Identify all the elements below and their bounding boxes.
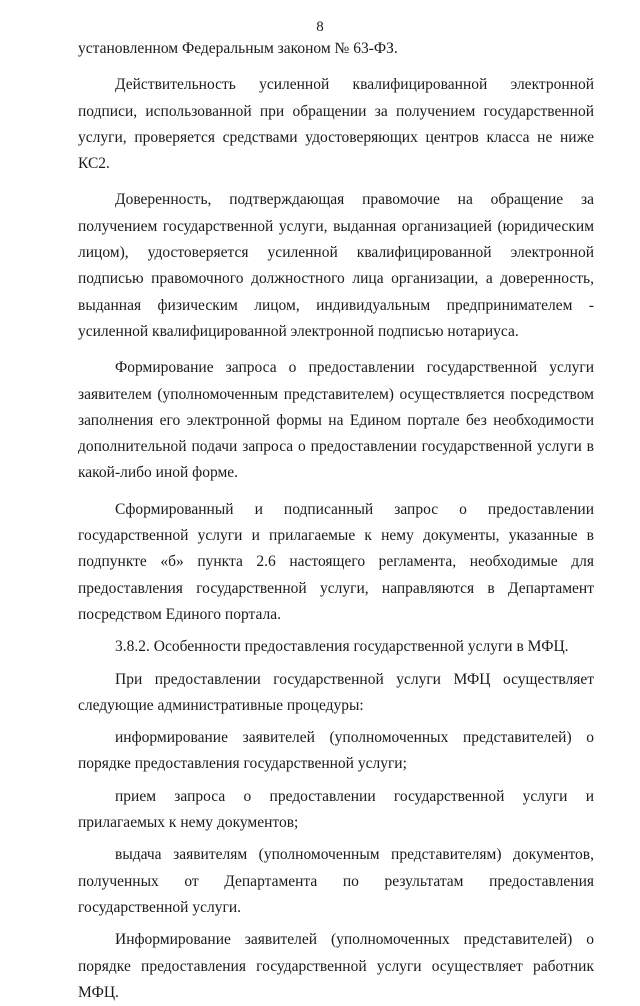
page-number: 8 [316,19,324,35]
paragraph-continuation: установленном Федеральным законом № 63-ФЗ. [78,40,398,57]
document-body [78,36,594,1006]
paragraph-power-of-attorney: Доверенность, подтверждающая правомочие на обращение за получением государственной услуги, выданная организацией (юридическим лицом), удостоверяется усиленной квалифицированной электронной подписью правомочного должностного лица организации, а доверенность, выданная физическим лицом, индивидуальным предпринимателем - усиленной квалифицированной электронной подписью нотариуса. [78,191,594,340]
paragraph-signature-validity: Действительность усиленной квалифицированной электронной подписи, использованной при обращении за получением государственной услуги, проверяется средствами удостоверяющих центров класса не ниже КС2. [78,76,594,173]
list-item-document-issuance: выдача заявителям (уполномоченным представителям) документов, полученных от Департамента по результатам предоставления государственной услуги. [78,846,594,916]
section-heading-3-8-2: 3.8.2. Особенности предоставления государственной услуги в МФЦ. [115,638,569,656]
list-item-request-reception: прием запроса о предоставлении государственной услуги и прилагаемых к нему документов; [78,787,594,832]
list-item-informing: информирование заявителей (уполномоченных представителей) о порядке предоставления государственной услуги; [78,729,594,773]
paragraph-request-forming: Формирование запроса о предоставлении государственной услуги заявителем (уполномоченным представителем) осуществляется посредством заполнения его электронной формы на Едином портале без необходимости дополнительной подачи запроса о предоставлении государственной услуги в какой-либо иной форме. [78,359,594,482]
paragraph-request-submission: Сформированный и подписанный запрос о предоставлении государственной услуги и прилагаемые к нему документы, указанные в подпункте «б» пункта 2.6 настоящего регламента, необходимые для предоставления государственной услуги, направляются в Департамент посредством Единого портала. [78,500,594,623]
paragraph-mfc-procedures: При предоставлении государственной услуги МФЦ осуществляет следующие административные процедуры: [78,670,594,714]
paragraph-informing-by-mfc: Информирование заявителей (уполномоченных представителей) о порядке предоставления государственной услуги осуществляет работник МФЦ. [78,931,594,1001]
